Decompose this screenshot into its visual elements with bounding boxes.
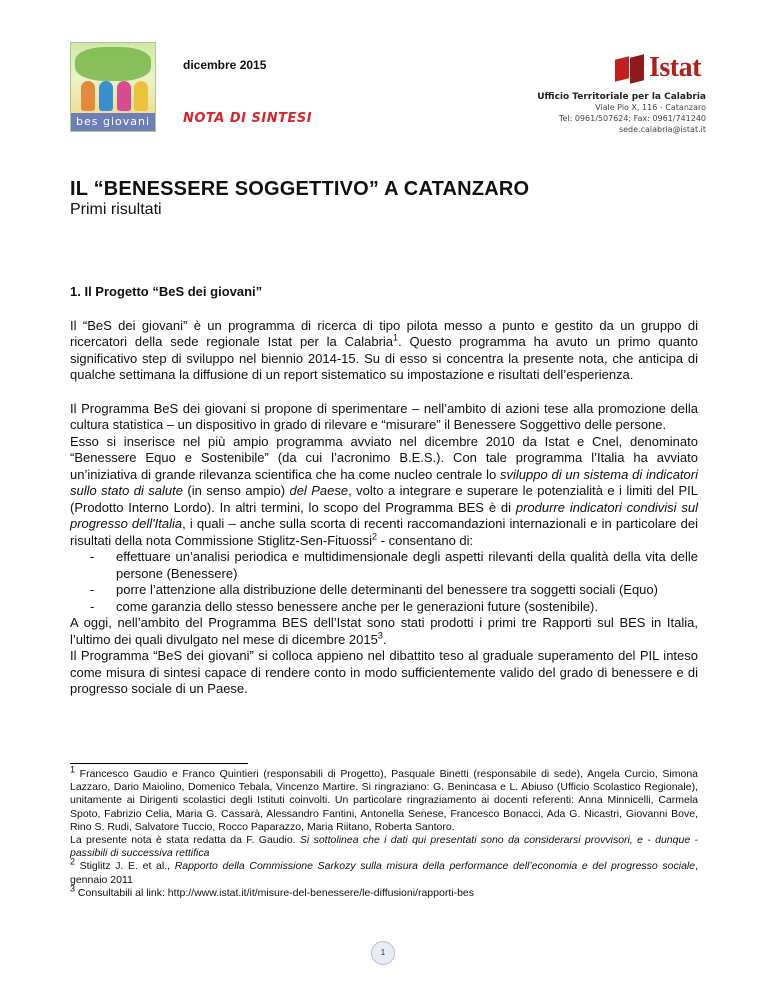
footnote-ref-1: 1 <box>393 332 399 343</box>
istat-logo-wordmark: Istat <box>649 52 701 83</box>
istat-logo-mark <box>630 54 644 83</box>
italic-run: produrre indicatori condivisi sul progresso dell'Italia <box>70 499 698 531</box>
istat-logo-mark <box>615 56 629 81</box>
istat-logo <box>615 52 721 86</box>
text-run: Il “BeS dei giovani” è un programma di ricerca di tipo pilota messo a punto e gestito da un gruppo di ricercatori della sede regionale Istat per la Calabria <box>70 317 698 349</box>
dash-marker: - <box>90 582 95 597</box>
publication-date: dicembre 2015 <box>183 58 267 72</box>
footnote-italic: Si sottolinea che i dati qui presentati sono da considerarsi provvisori, e - dunque - passibili di successiva rettifica <box>70 834 698 860</box>
office-address: Viale Pio X, 116 - Catanzaro <box>595 103 706 112</box>
footnote-text: , gennaio 2011 <box>70 860 699 886</box>
footnote-mark: 2 <box>70 856 76 867</box>
list-item <box>70 599 698 616</box>
text-run: Esso si inserisce nel più ampio programma avviato nel dicembre 2010 da Istat e Cnel, denominato “Benessere Equo e Sostenibile” (da cui l’acronimo B.E.S.). Con tale programma l’Italia ha avviato un’iniziativa di grande rilevanza scientifica che ha come nucleo centrale lo <box>70 433 698 482</box>
italic-run: del Paese <box>289 483 349 498</box>
text-run: . <box>382 631 387 647</box>
document-subtitle: Primi risultati <box>70 201 162 218</box>
logo-child-figure <box>117 81 131 111</box>
office-email: sede.calabria@istat.it <box>618 125 706 134</box>
list-item <box>70 582 698 599</box>
footnote-italic: Rapporto della Commissione Sarkozy sulla misura della performance dell’economia e del progresso sociale <box>174 860 696 873</box>
text-run: , volto a integrare e superare le potenzialità e i limiti del PIL (Prodotto Interno Lordo). In altri termini, lo scopo del Programma BES è di <box>70 483 698 515</box>
text-run: (in senso ampio) <box>182 483 290 498</box>
office-contact-block <box>537 92 706 135</box>
footnote-1-note <box>70 834 698 860</box>
paragraph-2: Il Programma BeS dei giovani si propone di sperimentare – nell’ambito di azioni tese alla promozione della cultura statistica – un dispositivo in grado di rilevare e “misurare” il Benessere Soggettivo delle persone. <box>70 400 698 432</box>
footnote-ref-3: 3 <box>377 630 383 641</box>
paragraph-4 <box>70 615 698 648</box>
dash-marker: - <box>90 549 95 564</box>
text-run: A oggi, nell’ambito del Programma BES dell’Istat sono stati prodotti i primi tre Rapporti sul BES in Italia, l’ultimo dei quali divulgato nel mese di dicembre 2015 <box>70 615 698 647</box>
footnote-text: Francesco Gaudio e Franco Quintieri (responsabili di Progetto), Pasquale Binetti (responsabile di sede), Angela Curcio, Simona Lazzaro, Dario Maiolino, Domenico Tebala, Vincenzo Martire. Si ringraziano: G. Benincasa e L. Abiuso (Ufficio Scolastico Regionale), unitamente ai Dirigenti scolastici degli Istituti coinvolti. Un particolare ringraziamento ai docenti referenti: Anna Minnicelli, Carmela Spoto, Fabrizio Celia, Maria G. Cassarà, Alessandro Fantini, Antonella Senese, Francesco Bonacci, Ada G. Nicastri, Giovanni Bove, Rino S. Rudi, Salvatore Tuccio, Rocco Paparazzo, Maria Riitano, Roberta Santoro. <box>70 768 698 833</box>
footnote-separator <box>70 763 248 764</box>
list-item-text: porre l’attenzione alla distribuzione delle determinanti del benessere tra soggetti sociali (Equo) <box>116 582 658 597</box>
document-title: IL “BENESSERE SOGGETTIVO” A CATANZARO <box>70 178 530 200</box>
paragraph-5: Il Programma “BeS dei giovani” si colloca appieno nel dibattito teso al graduale superamento del PIL inteso come misura di sintesi capace di rendere conto in modo sufficientemente valido del grado di benessere e di progresso sociale di un Paese. <box>70 648 698 696</box>
footnote-ref-2: 2 <box>372 531 378 542</box>
paragraph-3 <box>70 434 698 550</box>
logo-child-figure <box>134 81 148 111</box>
footnote-3 <box>70 883 698 900</box>
dash-marker: - <box>90 598 95 614</box>
paragraph-1 <box>70 318 698 384</box>
document-type-label: NOTA DI SINTESI <box>183 111 313 126</box>
logo-child-figure <box>99 81 113 111</box>
logo-tree-illustration <box>75 47 151 81</box>
footnote-text: La presente nota è stata redatta da F. Gaudio. <box>70 834 300 847</box>
body-text <box>70 284 698 698</box>
text-run: , i quali – anche sulla scorta di recenti raccomandazioni internazionali e in particolare dei risultati della nota Commissione Stiglitz-Sen-Fituossi <box>70 516 698 548</box>
office-title: Ufficio Territoriale per la Calabria <box>537 92 706 102</box>
footnote-text: Stiglitz J. E. et al., <box>75 860 175 873</box>
bes-giovani-logo <box>70 42 156 132</box>
list-item-text: effettuare un’analisi periodica e multidimensionale degli aspetti rilevanti della qualità della vita delle persone (Benessere) <box>116 549 698 581</box>
footnote-1 <box>70 764 698 834</box>
footnote-mark: 1 <box>70 764 76 775</box>
section-heading: 1. Il Progetto “BeS dei giovani” <box>70 284 263 299</box>
logo-child-figure <box>81 81 95 111</box>
footnote-2 <box>70 856 699 886</box>
list-item-text: come garanzia dello stesso benessere anche per le generazioni future (sostenibile). <box>116 598 599 614</box>
text-run: . Questo programma ha avuto un primo quanto significativo step di sviluppo nel biennio 2014-15. Su di esso si concentra la presente nota, che anticipa di qualche settimana la diffusione di un report sistematico su impostazione e risultati dell’esperienza. <box>70 334 698 382</box>
logo-band-text: bes giovani <box>71 113 155 131</box>
footnote-text: Consultabili al link: http://www.istat.it/it/misure-del-benessere/le-diffusioni/rapporti-bes <box>75 886 474 899</box>
page-number: 1 <box>371 941 395 965</box>
italic-run: sviluppo di un sistema di indicatori sullo stato di salute <box>70 466 698 498</box>
footnote-mark: 3 <box>70 883 76 894</box>
text-run: - consentano di: <box>377 532 474 548</box>
office-phone: Tel: 0961/507624; Fax: 0961/741240 <box>558 114 706 123</box>
list-item <box>70 549 698 582</box>
footnotes <box>70 764 699 900</box>
